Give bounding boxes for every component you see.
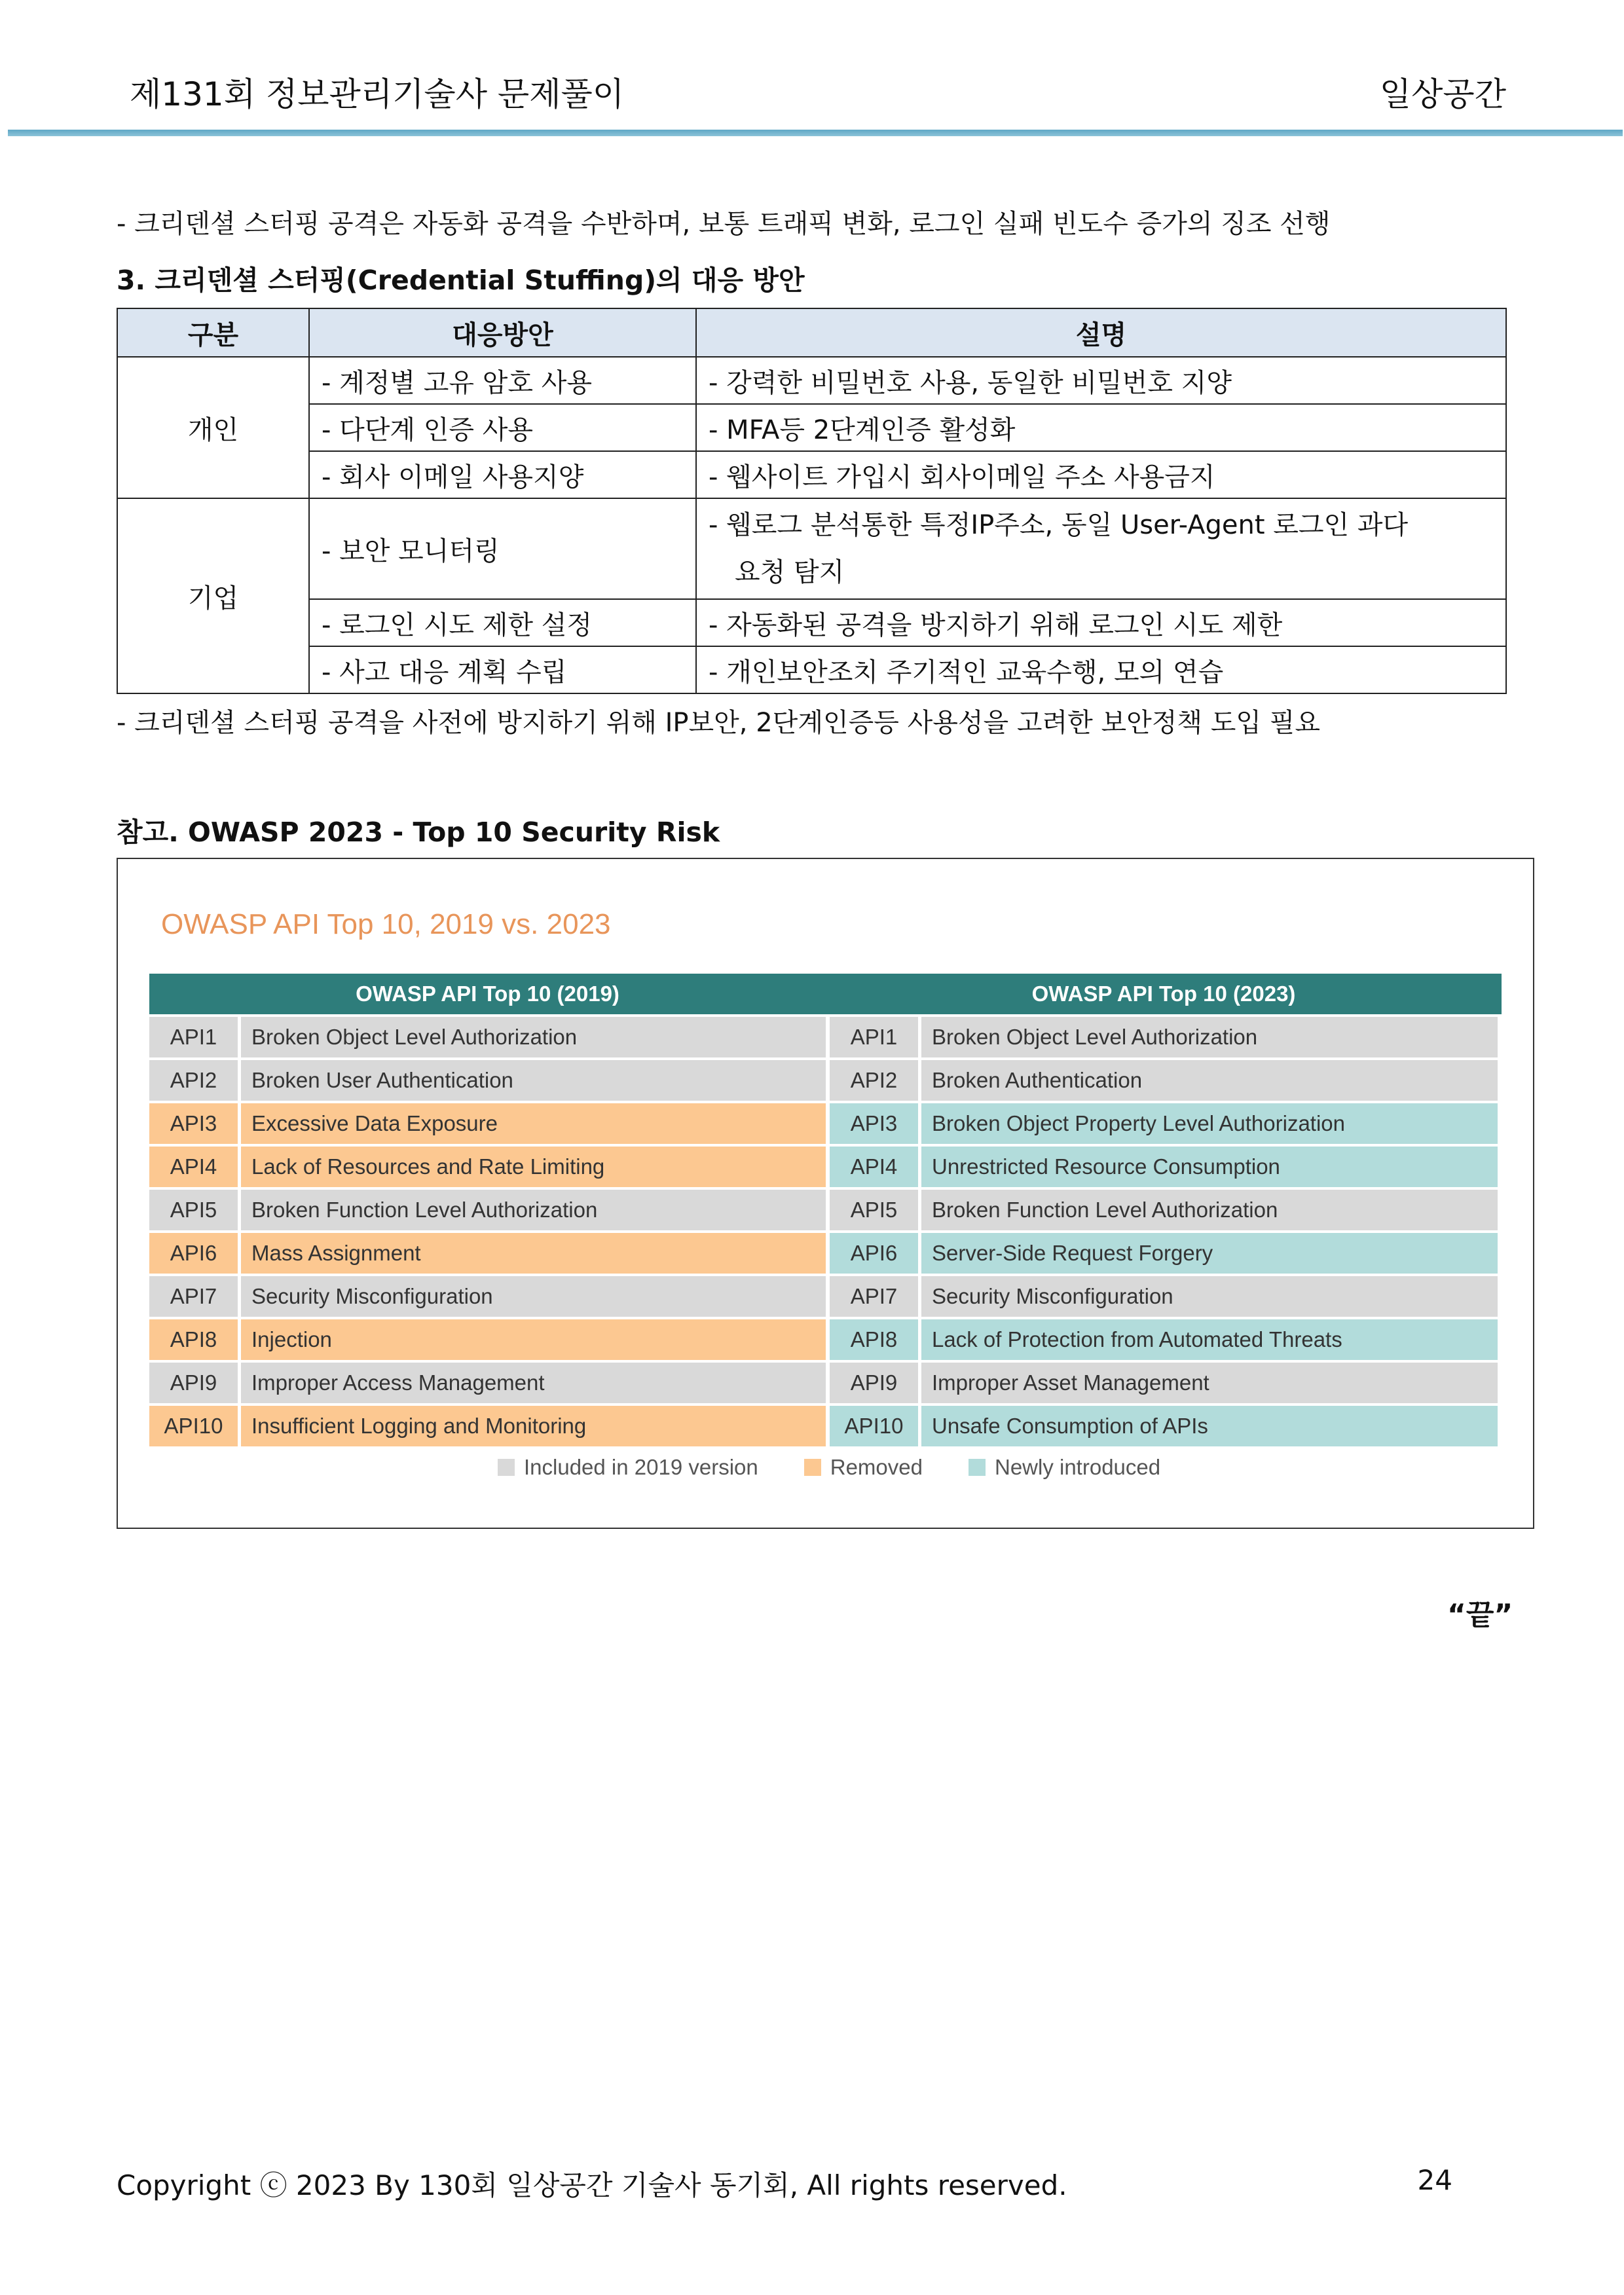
api-2023-id: API5 — [830, 1190, 918, 1230]
measure-cell: - 회사 이메일 사용지양 — [309, 451, 696, 498]
api-2023-name: Broken Authentication — [918, 1060, 1498, 1101]
section-3-heading: 3. 크리덴셜 스터핑(Credential Stuffing)의 대응 방안 — [117, 265, 805, 296]
measure-cell: - 사고 대응 계획 수립 — [309, 646, 696, 693]
comparison-header — [149, 974, 1502, 1014]
api-2019-id: API10 — [149, 1406, 238, 1446]
api-2019-name: Injection — [238, 1319, 826, 1360]
legend-included — [498, 1455, 758, 1480]
countermeasures-table — [117, 308, 1507, 694]
group-enterprise: 기업 — [117, 498, 309, 693]
api-2019-name: Broken Object Level Authorization — [238, 1017, 826, 1057]
api-2019-id: API9 — [149, 1363, 238, 1403]
legend-swatch-teal — [969, 1459, 986, 1476]
brand-name: 일상공간 — [1379, 75, 1506, 113]
intro-bullet: - 크리덴셜 스터핑 공격은 자동화 공격을 수반하며, 보통 트래픽 변화, 로그인 실패 빈도수 증가의 징조 선행 — [117, 209, 1331, 239]
api-2023-name: Lack of Protection from Automated Threats — [918, 1319, 1498, 1360]
api-2019-id: API2 — [149, 1060, 238, 1101]
document-title: 제131회 정보관리기술사 문제풀이 — [130, 75, 625, 113]
api-2019-name: Mass Assignment — [238, 1233, 826, 1274]
description-line: - 웹로그 분석통한 특정IP주소, 동일 User-Agent 로그인 과다 — [709, 510, 1409, 540]
api-2023-id: API7 — [830, 1276, 918, 1317]
copyright-text: Copyright ⓒ 2023 By 130회 일상공간 기술사 동기회, All rights reserved. — [117, 2169, 1067, 2201]
header-category: 구분 — [117, 308, 309, 357]
api-row — [149, 1017, 1502, 1057]
api-row — [149, 1406, 1502, 1446]
api-row — [149, 1233, 1502, 1274]
comparison-rows — [149, 1017, 1502, 1446]
api-row — [149, 1147, 1502, 1187]
end-mark: “끝” — [1447, 1598, 1513, 1632]
api-2019-id: API1 — [149, 1017, 238, 1057]
header-description: 설명 — [696, 308, 1506, 357]
api-2019-id: API4 — [149, 1147, 238, 1187]
page-footer — [117, 2164, 1452, 2203]
api-2019-id: API6 — [149, 1233, 238, 1274]
api-row — [149, 1319, 1502, 1360]
figure-title: OWASP API Top 10, 2019 vs. 2023 — [161, 908, 611, 940]
api-2023-id: API6 — [830, 1233, 918, 1274]
api-2019-name: Security Misconfiguration — [238, 1276, 826, 1317]
table-header-row — [117, 308, 1506, 357]
api-2023-name: Security Misconfiguration — [918, 1276, 1498, 1317]
description-cell: - 자동화된 공격을 방지하기 위해 로그인 시도 제한 — [696, 599, 1506, 646]
legend-label: Included in 2019 version — [524, 1455, 758, 1479]
api-2023-name: Broken Function Level Authorization — [918, 1190, 1498, 1230]
api-2019-name: Excessive Data Exposure — [238, 1103, 826, 1144]
description-cell: - MFA등 2단계인증 활성화 — [696, 404, 1506, 451]
api-2023-id: API4 — [830, 1147, 918, 1187]
api-row — [149, 1276, 1502, 1317]
api-2023-id: API9 — [830, 1363, 918, 1403]
api-2023-name: Server-Side Request Forgery — [918, 1233, 1498, 1274]
api-2023-id: API8 — [830, 1319, 918, 1360]
api-row — [149, 1190, 1502, 1230]
api-2023-id: API2 — [830, 1060, 918, 1101]
header-divider — [8, 130, 1623, 136]
api-2019-id: API3 — [149, 1103, 238, 1144]
api-2019-id: API8 — [149, 1319, 238, 1360]
api-2023-id: API3 — [830, 1103, 918, 1144]
description-cell: - 강력한 비밀번호 사용, 동일한 비밀번호 지양 — [696, 357, 1506, 404]
reference-heading: 참고. OWASP 2023 - Top 10 Security Risk — [117, 817, 720, 848]
closing-bullet: - 크리덴셜 스터핑 공격을 사전에 방지하기 위해 IP보안, 2단계인증등 사용성을 고려한 보안정책 도입 필요 — [117, 708, 1321, 738]
api-2019-id: API5 — [149, 1190, 238, 1230]
api-row — [149, 1060, 1502, 1101]
measure-cell: - 로그인 시도 제한 설정 — [309, 599, 696, 646]
api-2023-id: API1 — [830, 1017, 918, 1057]
page-header — [130, 65, 1506, 118]
description-line: 요청 탐지 — [735, 557, 845, 587]
measure-cell: - 보안 모니터링 — [309, 498, 696, 599]
api-2023-name: Broken Object Level Authorization — [918, 1017, 1498, 1057]
table-row — [117, 357, 1506, 404]
table-row — [117, 599, 1506, 646]
legend-label: Removed — [830, 1455, 923, 1479]
api-row — [149, 1363, 1502, 1403]
api-2023-name: Improper Asset Management — [918, 1363, 1498, 1403]
description-cell: - 웹사이트 가입시 회사이메일 주소 사용금지 — [696, 451, 1506, 498]
api-2019-name: Broken User Authentication — [238, 1060, 826, 1101]
api-2023-name: Unrestricted Resource Consumption — [918, 1147, 1498, 1187]
legend-removed — [804, 1455, 923, 1480]
api-2019-id: API7 — [149, 1276, 238, 1317]
api-2019-name: Lack of Resources and Rate Limiting — [238, 1147, 826, 1187]
table-row — [117, 451, 1506, 498]
api-row — [149, 1103, 1502, 1144]
api-2023-name: Unsafe Consumption of APIs — [918, 1406, 1498, 1446]
table-row — [117, 404, 1506, 451]
api-2019-name: Broken Function Level Authorization — [238, 1190, 826, 1230]
legend-new — [969, 1455, 1160, 1480]
header-2019: OWASP API Top 10 (2019) — [356, 982, 619, 1006]
legend-swatch-gray — [498, 1459, 515, 1476]
api-2023-id: API10 — [830, 1406, 918, 1446]
api-2019-name: Improper Access Management — [238, 1363, 826, 1403]
header-2023: OWASP API Top 10 (2023) — [1031, 982, 1296, 1006]
table-row — [117, 498, 1506, 599]
owasp-comparison-table — [149, 974, 1502, 1446]
table-row — [117, 646, 1506, 693]
legend-label: Newly introduced — [994, 1455, 1161, 1479]
page-number: 24 — [1417, 2164, 1452, 2196]
description-cell — [696, 498, 1506, 599]
group-individual: 개인 — [117, 357, 309, 498]
header-measure: 대응방안 — [309, 308, 696, 357]
api-2023-name: Broken Object Property Level Authorization — [918, 1103, 1498, 1144]
figure-legend — [498, 1455, 1206, 1480]
measure-cell: - 계정별 고유 암호 사용 — [309, 357, 696, 404]
measure-cell: - 다단계 인증 사용 — [309, 404, 696, 451]
description-cell: - 개인보안조치 주기적인 교육수행, 모의 연습 — [696, 646, 1506, 693]
legend-swatch-orange — [804, 1459, 821, 1476]
owasp-figure — [117, 858, 1534, 1529]
api-2019-name: Insufficient Logging and Monitoring — [238, 1406, 826, 1446]
